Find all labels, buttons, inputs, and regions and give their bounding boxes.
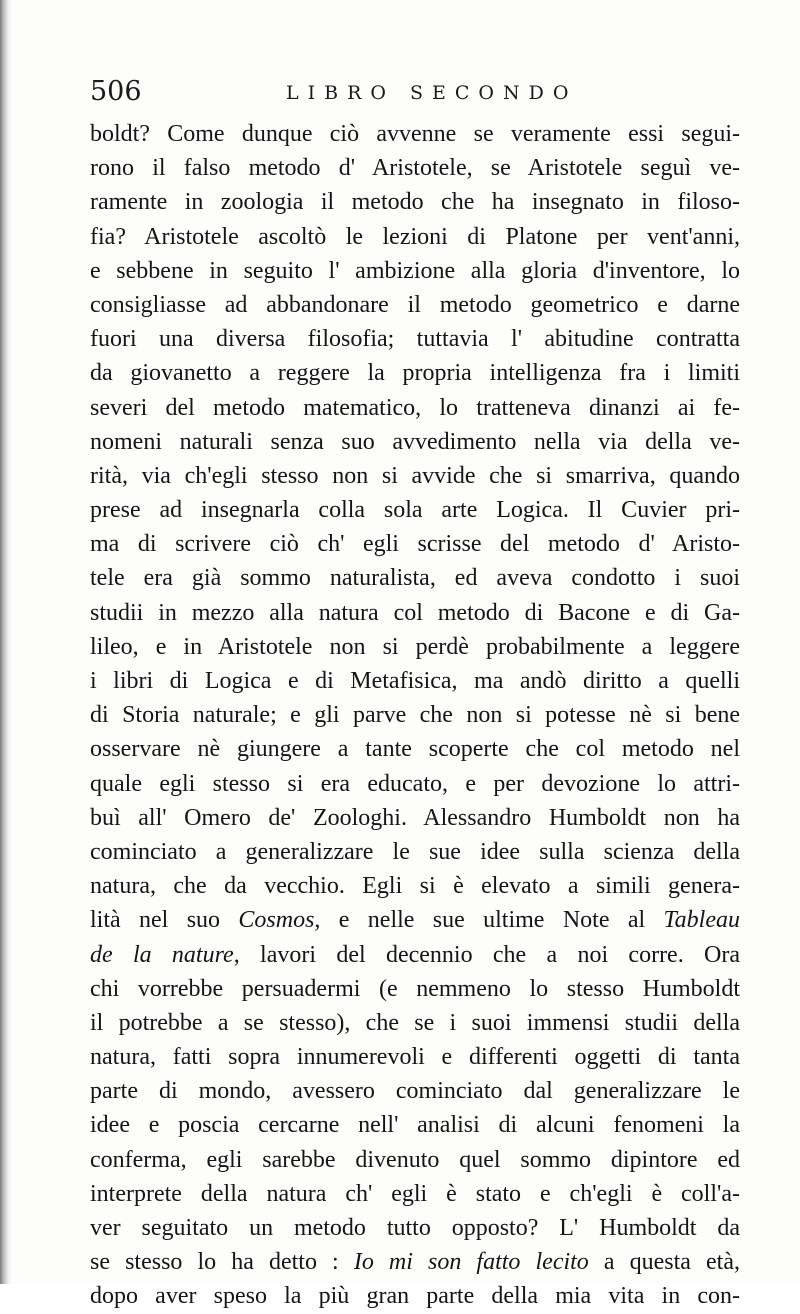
- text-line: idee e poscia cercarne nell' analisi di alcuni fenomeni la: [90, 1112, 740, 1139]
- text-line: osservare nè giungere a tante scoperte che col metodo nel: [90, 736, 740, 763]
- text-line: consigliasse ad abbandonare il metodo geometrico e darne: [90, 291, 740, 318]
- text-line: lileo, e in Aristotele non si perdè probabilmente a leggere: [90, 633, 740, 660]
- italic-title: Cosmos: [238, 907, 315, 934]
- text-line: chi vorrebbe persuadermi (e nemmeno lo stesso Humboldt: [90, 975, 740, 1002]
- text-line: natura, fatti sopra innumerevoli e differenti oggetti di tanta: [90, 1044, 740, 1071]
- running-head: LIBRO SECONDO: [286, 82, 578, 104]
- text-line: boldt? Come dunque ciò avvenne se veramente essi segui-: [90, 121, 740, 147]
- text-line: da giovanetto a reggere la propria intelligenza fra i limiti: [90, 360, 740, 387]
- text-line: lità nel suo Cosmos, e nelle sue ultime Note al Tableau: [90, 907, 740, 934]
- page-number: 506: [90, 76, 142, 107]
- text-line: prese ad insegnarla colla sola arte Logica. Il Cuvier pri-: [90, 497, 740, 524]
- text-line: e sebbene in seguito l' ambizione alla gloria d'inventore, lo: [90, 257, 740, 284]
- text-line: parte di mondo, avessero cominciato dal generalizzare le: [90, 1078, 740, 1105]
- text-line: ramente in zoologia il metodo che ha insegnato in filoso-: [90, 189, 740, 216]
- text-line: nomeni naturali senza suo avvedimento nella via della ve-: [90, 428, 740, 455]
- text-line: buì all' Omero de' Zoologhi. Alessandro Humboldt non ha: [90, 804, 740, 831]
- text-line: natura, che da vecchio. Egli si è elevato a simili genera-: [90, 873, 740, 900]
- italic-title: Tableau: [663, 907, 740, 934]
- italic-quote: Io mi son fatto lecito: [353, 1249, 589, 1276]
- text-line: dopo aver speso la più gran parte della mia vita in con-: [90, 1283, 740, 1310]
- text-line: i libri di Logica e di Metafisica, ma andò diritto a quelli: [90, 668, 740, 694]
- body-text: [90, 117, 740, 1314]
- text-line: tele era già sommo naturalista, ed aveva condotto i suoi: [90, 565, 740, 592]
- text-line: studii in mezzo alla natura col metodo di Bacone e di Ga-: [90, 599, 740, 626]
- text-line: ver seguitato un metodo tutto opposto? L' Humboldt da: [90, 1215, 740, 1241]
- text-line: rono il falso metodo d' Aristotele, se Aristotele seguì ve-: [90, 155, 740, 182]
- text-line: de la nature, lavori del decennio che a noi corre. Ora: [90, 941, 740, 968]
- text-line: cominciato a generalizzare le sue idee sulla scienza della: [90, 838, 740, 865]
- text-line: se stesso lo ha detto : Io mi son fatto lecito a questa età,: [90, 1249, 741, 1276]
- text-line: conferma, egli sarebbe divenuto quel sommo dipintore ed: [90, 1146, 740, 1173]
- text-line: fia? Aristotele ascoltò le lezioni di Platone per vent'anni,: [90, 223, 740, 250]
- text-line: di Storia naturale; e gli parve che non si potesse nè si bene: [90, 702, 740, 729]
- text-line: interprete della natura ch' egli è stato e ch'egli è coll'a-: [90, 1180, 740, 1207]
- text-line: quale egli stesso si era educato, e per devozione lo attri-: [90, 770, 740, 797]
- text-line: ma di scrivere ciò ch' egli scrisse del metodo d' Aristo-: [90, 531, 740, 558]
- page-gutter-shadow: [0, 0, 12, 1284]
- text-line: fuori una diversa filosofia; tuttavia l' abitudine contratta: [90, 326, 740, 353]
- text-line: il potrebbe a se stesso), che se i suoi immensi studii della: [90, 1009, 740, 1036]
- text-line: severi del metodo matematico, lo tratteneva dinanzi ai fe-: [90, 394, 740, 421]
- page-header: [90, 76, 750, 110]
- text-line: rità, via ch'egli stesso non si avvide che si smarriva, quando: [90, 462, 740, 489]
- italic-title: de la nature: [90, 941, 234, 968]
